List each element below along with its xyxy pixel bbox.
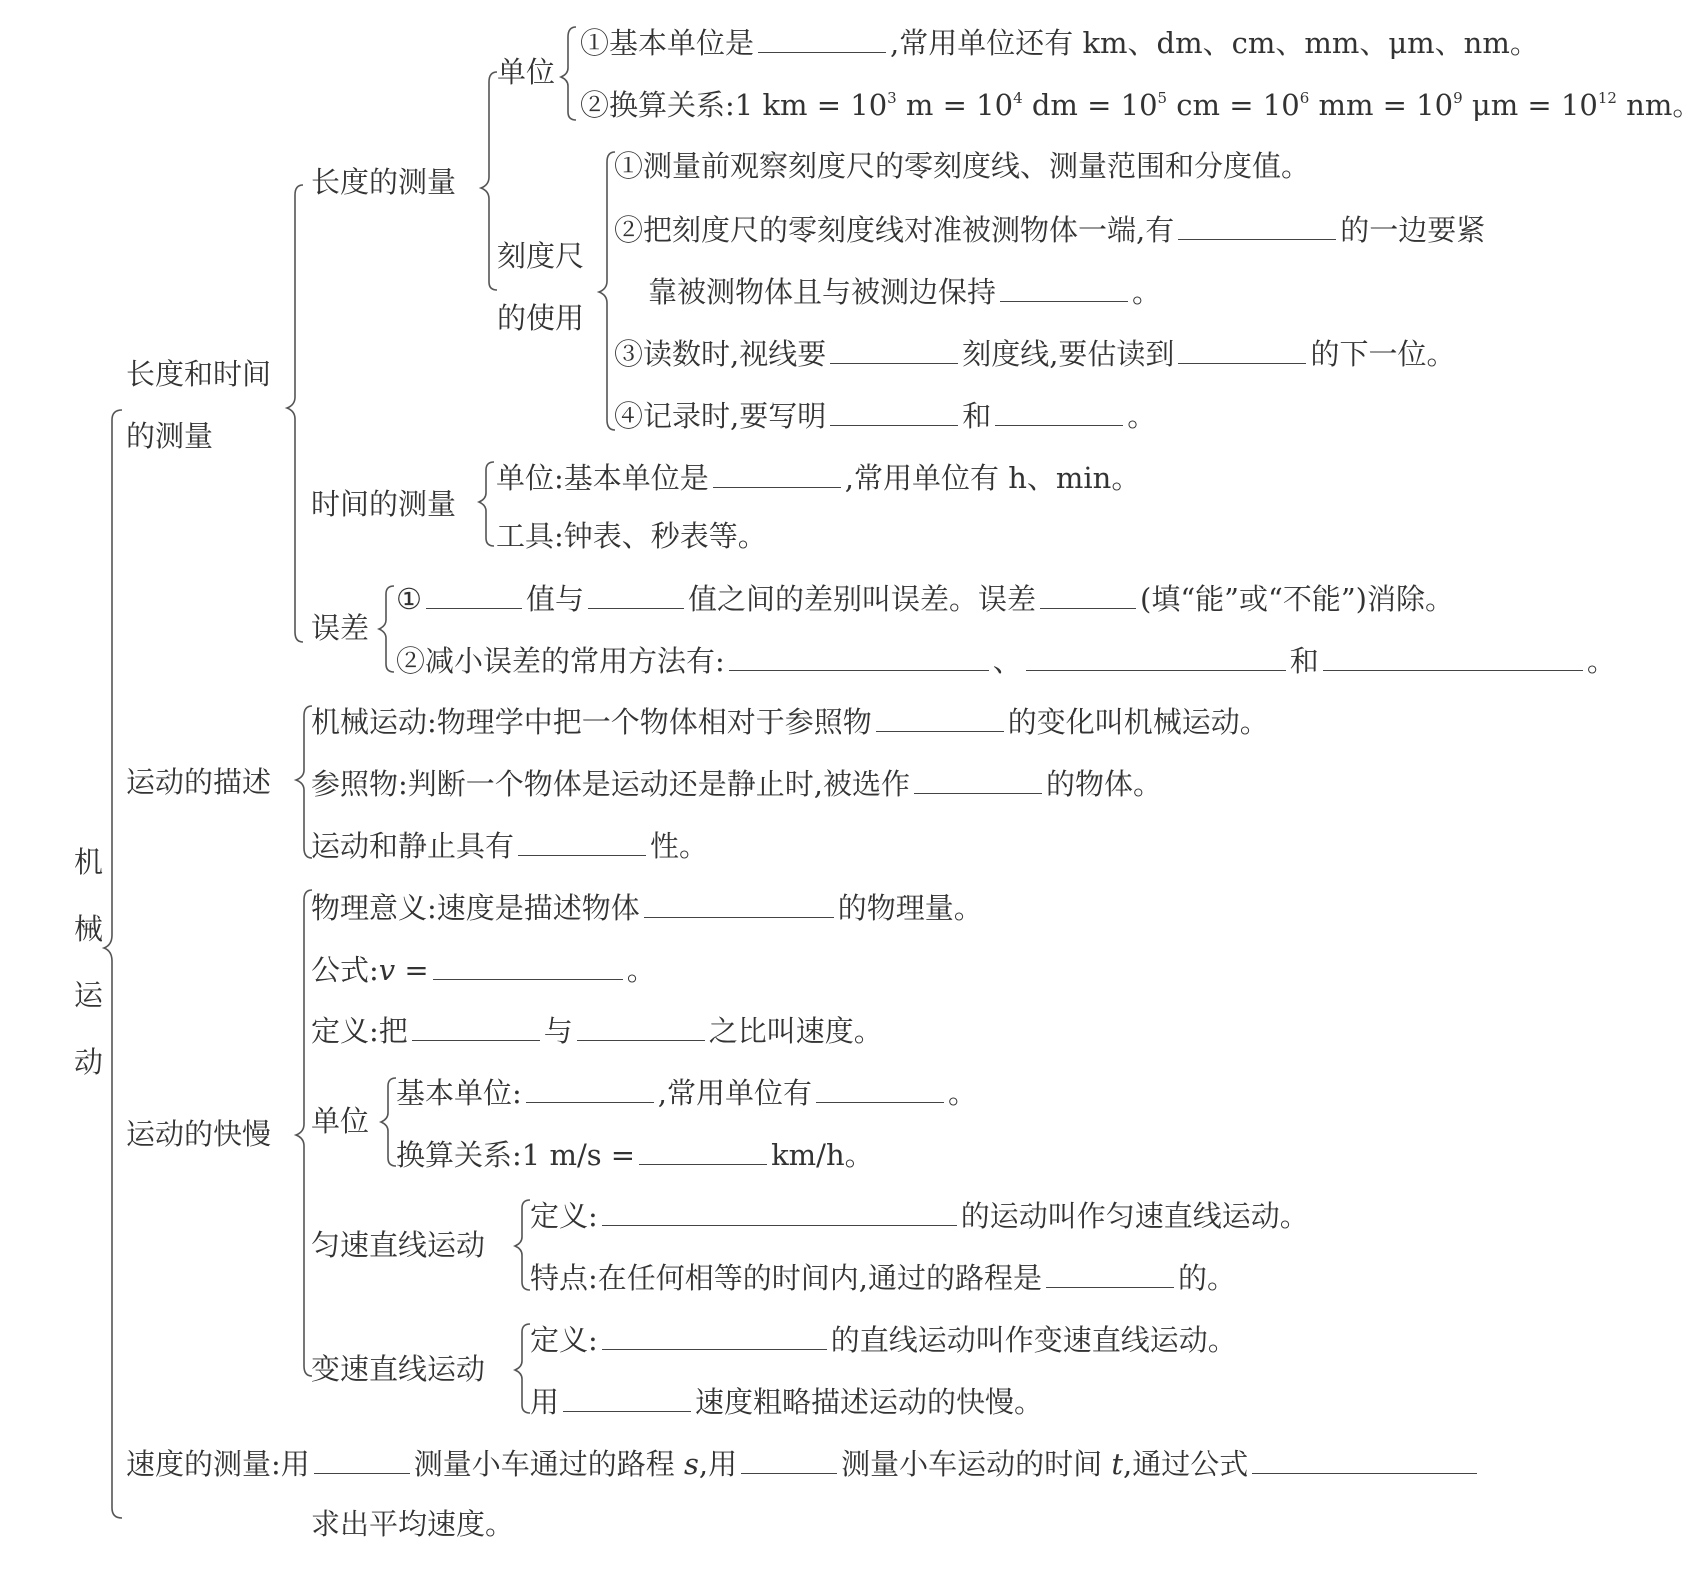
length-measure-label: 长度的测量 (311, 165, 457, 199)
uniform-motion-label: 匀速直线运动 (311, 1228, 486, 1262)
blank-time-unit[interactable] (713, 459, 841, 488)
blank-unit[interactable] (995, 397, 1123, 426)
variable-bracket (515, 1324, 530, 1413)
root-char-4: 动 (74, 1045, 104, 1079)
blank-standard[interactable] (914, 765, 1042, 794)
speed-unit-2: 换算关系:1 m/s = km/h。 (396, 1138, 874, 1172)
length-time-label-2: 的测量 (126, 419, 214, 453)
description-item-1: 机械运动:物理学中把一个物体相对于参照物 的变化叫机械运动。 (311, 705, 1269, 739)
unit-item-1: ①基本单位是 ,常用单位还有 km、dm、cm、mm、μm、nm。 (580, 26, 1539, 60)
blank-tape[interactable] (314, 1445, 410, 1474)
measurement-label: 速度的测量: (126, 1447, 281, 1481)
description-bracket (296, 706, 312, 858)
ruler-item-4: ④记录时,要写明 和 。 (614, 399, 1157, 433)
error-label: 误差 (311, 611, 370, 645)
speed-label: 运动的快慢 (126, 1117, 272, 1151)
measurement-line-2: 求出平均速度。 (311, 1507, 515, 1541)
blank-method-3[interactable] (1323, 642, 1583, 671)
uniform-bracket (515, 1200, 530, 1290)
blank-can-eliminate[interactable] (1040, 580, 1136, 609)
unit-item-2: ②换算关系:1 km = $10^3$ $m = 10^4$ dm = $10^5$ cm = $10^6$ mm = $10^9$ $\mu m = 10^{12}$ nm。 (580, 88, 1701, 122)
ruler-label-1: 刻度尺 (497, 239, 585, 273)
blank-equal[interactable] (1046, 1259, 1174, 1288)
speed-unit-bracket (381, 1078, 396, 1166)
blank-speed-base-unit[interactable] (526, 1074, 654, 1103)
ruler-bracket (599, 152, 615, 430)
error-item-1: ① 值与 值之间的差别叫误差。误差 (填“能”或“不能”)消除。 (396, 582, 1454, 616)
blank-meaning[interactable] (644, 889, 834, 918)
error-bracket (379, 586, 394, 672)
blank-stopwatch[interactable] (741, 1445, 837, 1474)
root-bracket (104, 410, 122, 1518)
blank-average[interactable] (563, 1383, 691, 1412)
speed-meaning: 物理意义:速度是描述物体 的物理量。 (311, 891, 983, 925)
length-bracket (481, 72, 497, 290)
time-measure-label: 时间的测量 (311, 487, 457, 521)
blank-base-unit[interactable] (758, 24, 886, 53)
blank-method-2[interactable] (1026, 642, 1286, 671)
uniform-definition: 定义: 的运动叫作匀速直线运动。 (530, 1199, 1309, 1233)
speed-bracket (296, 890, 312, 1376)
measurement-line-1: 速度的测量:用 测量小车通过的路程 s,用 测量小车运动的时间 t,通过公式 (126, 1445, 1481, 1481)
blank-sight-line[interactable] (830, 335, 958, 364)
variable-motion-label: 变速直线运动 (311, 1352, 486, 1386)
blank-relativity[interactable] (518, 827, 646, 856)
blank-distance[interactable] (412, 1012, 540, 1041)
blank-scale-edge[interactable] (1178, 211, 1336, 240)
blank-conversion[interactable] (639, 1136, 767, 1165)
time-tool: 工具:钟表、秒表等。 (496, 519, 767, 553)
blank-speed-common-unit[interactable] (816, 1074, 944, 1103)
description-label: 运动的描述 (126, 765, 272, 799)
variable-definition: 定义: 的直线运动叫作变速直线运动。 (530, 1323, 1237, 1357)
unit-label: 单位 (497, 55, 556, 89)
error-item-2: ②减小误差的常用方法有: 、 和 。 (396, 644, 1616, 678)
root-char-2: 械 (74, 912, 104, 946)
ruler-item-3: ③读数时,视线要 刻度线,要估读到 的下一位。 (614, 337, 1456, 371)
root-char-3: 运 (74, 978, 104, 1012)
speed-unit-label: 单位 (311, 1104, 370, 1138)
blank-uniform-def[interactable] (602, 1197, 957, 1226)
blank-variable-def[interactable] (602, 1321, 827, 1350)
unit-bracket (561, 27, 576, 120)
speed-formula: 公式:v = 。 (311, 953, 656, 987)
blank-position[interactable] (876, 703, 1004, 732)
uniform-feature: 特点:在任何相等的时间内,通过的路程是 的。 (530, 1261, 1237, 1295)
blank-division[interactable] (1178, 335, 1306, 364)
description-item-3: 运动和静止具有 性。 (311, 829, 709, 863)
length-time-label-1: 长度和时间 (126, 357, 272, 391)
blank-avg-formula[interactable] (1252, 1445, 1477, 1474)
blank-method-1[interactable] (729, 642, 989, 671)
root-char-1: 机 (74, 845, 104, 879)
blank-formula[interactable] (433, 951, 623, 980)
blank-value[interactable] (830, 397, 958, 426)
ruler-label-2: 的使用 (497, 301, 585, 335)
blank-parallel[interactable] (1000, 273, 1128, 302)
time-unit: 单位:基本单位是 ,常用单位有 h、min。 (496, 461, 1141, 495)
description-item-2: 参照物:判断一个物体是运动还是静止时,被选作 的物体。 (311, 767, 1163, 801)
blank-time[interactable] (577, 1012, 705, 1041)
ruler-item-2: ②把刻度尺的零刻度线对准被测物体一端,有 的一边要紧 (614, 213, 1486, 247)
ruler-item-2b: 靠被测物体且与被测边保持 。 (648, 275, 1162, 309)
variable-use: 用 速度粗略描述运动的快慢。 (530, 1385, 1044, 1419)
speed-definition: 定义:把 与 之比叫速度。 (311, 1014, 883, 1048)
time-bracket (479, 462, 494, 546)
speed-unit-1: 基本单位: ,常用单位有 。 (396, 1076, 978, 1110)
ruler-item-1: ①测量前观察刻度尺的零刻度线、测量范围和分度值。 (614, 149, 1311, 183)
length-time-bracket (287, 185, 303, 642)
blank-measured[interactable] (426, 580, 522, 609)
blank-true[interactable] (588, 580, 684, 609)
